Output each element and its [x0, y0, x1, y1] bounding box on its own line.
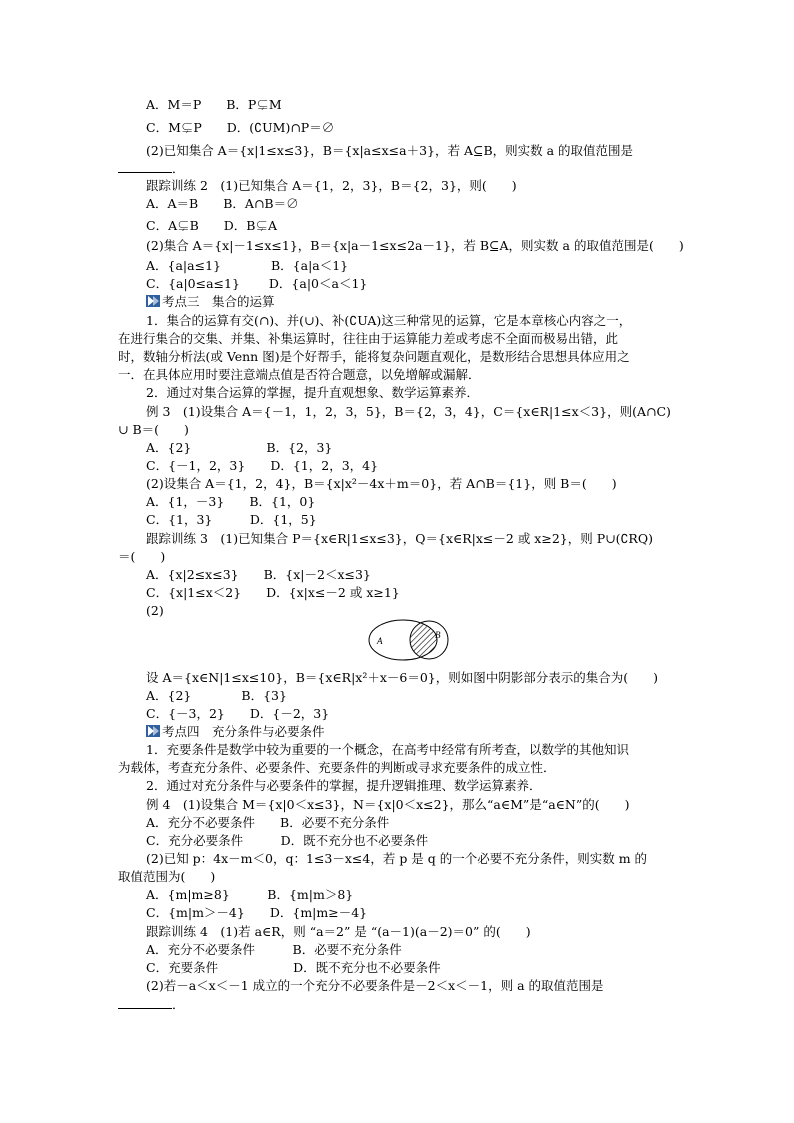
line-34: 为载体，考查充分条件、必要条件、充要条件的判断或寻求充要条件的成立性． [118, 760, 556, 775]
section-arrow-icon [146, 725, 160, 737]
line-38: C．充分必要条件 D．既不充分也不必要条件 [146, 833, 429, 848]
line-6: A．A＝B B．A∩B＝∅ [146, 196, 299, 211]
section-header-3: 考点三 集合的运算 [146, 294, 275, 310]
line-35: 2．通过对充分条件与必要条件的掌握，提升逻辑推理、数学运算素养． [146, 778, 542, 793]
line-44: A．充分不必要条件 B．必要不充分条件 [146, 942, 402, 957]
answer-blank [118, 160, 172, 173]
line-25: ＝( ) [118, 549, 166, 564]
line-27: C．{x|1≤x＜2} D．{x|x≤－2 或 x≥1} [146, 585, 400, 600]
line-12: 1．集合的运算有交(∩)、并(∪)、补(∁UA)这三种常见的运算，它是本章核心内容之一， [146, 313, 632, 328]
line-39: (2)已知 p：4x－m＜0，q：1≤3－x≤4，若 p 是 q 的一个必要不充分条件，则实数 m 的 [146, 851, 648, 866]
line-22: A．{1，－3} B．{1，0} [146, 494, 316, 509]
line-16: 2．通过对集合运算的掌握，提升直观想象、数学运算素养． [146, 385, 479, 400]
line-36: 例 4 (1)设集合 M＝{x|0＜x≤3}，N＝{x|0＜x≤2}，那么“a∈M”是“a∈N”的( ) [146, 797, 630, 812]
line-37: A．充分不必要条件 B．必要不充分条件 [146, 815, 390, 830]
line-30: A．{2} B．{3} [146, 688, 287, 703]
answer-blank [118, 996, 172, 1009]
line-14: 时，数轴分析法(或 Venn 图)是个好帮手，能将复杂问题直观化，是数形结合思想具体应用之 [118, 349, 630, 364]
line-18: ∪ B＝( ) [118, 422, 189, 437]
section-arrow-icon [146, 295, 160, 307]
line-43: 跟踪训练 4 (1)若 a∈R，则 “a＝2” 是 “(a－1)(a－2)＝0” 的( ) [146, 924, 531, 939]
line-40: 取值范围为( ) [118, 869, 216, 884]
line-8: (2)集合 A＝{x|－1≤x≤1}，B＝{x|a－1≤x≤2a－1}，若 B⊆A，则实数 a 的取值范围是( ) [146, 238, 684, 253]
line-42: C．{m|m＞－4} D．{m|m≥－4} [146, 905, 368, 920]
line-31: C．{－3，2} D．{－2，3} [146, 706, 330, 721]
venn-diagram [367, 618, 459, 662]
set-a-label: A [377, 636, 383, 646]
line-5: 跟踪训练 2 (1)已知集合 A＝{1，2，3}，B＝{2，3}，则( ) [146, 178, 517, 193]
line-26: A．{x|2≤x≤3} B．{x|－2＜x≤3} [146, 567, 371, 582]
line-1: A．M＝P B．P⊊M [146, 97, 282, 112]
line-4-blank: ． [118, 160, 185, 177]
line-13: 在进行集合的交集、并集、补集运算时，往往由于运算能力差或考虑不全面而极易出错，此 [118, 331, 619, 346]
line-9: A．{a|a≤1} B．{a|a＜1} [146, 258, 349, 273]
line-21: (2)设集合 A＝{1，2，4}，B＝{x|x²－4x＋m＝0}，若 A∩B＝{1}，则 B＝( ) [146, 476, 617, 491]
section-header-4: 考点四 充分条件与必要条件 [146, 724, 325, 740]
line-17: 例 3 (1)设集合 A＝{－1，1，2，3，5}，B＝{2，3，4}，C＝{x∈R|1≤x＜3}，则(A∩C) [146, 404, 671, 419]
line-10: C．{a|0≤a≤1} D．{a|0＜a＜1} [146, 276, 368, 291]
line-33: 1．充要条件是数学中较为重要的一个概念，在高考中经常有所考查，以数学的其他知识 [146, 742, 629, 757]
line-2: C．M⊊P D．(∁UM)∩P＝∅ [146, 120, 335, 135]
line-19: A．{2} B．{2，3} [146, 440, 333, 455]
line-23: C．{1，3} D．{1，5} [146, 512, 317, 527]
line-15: 一．在具体应用时要注意端点值是否符合题意，以免增解或漏解． [118, 367, 481, 382]
line-45: C．充要条件 D．既不充分也不必要条件 [146, 960, 441, 975]
line-29: 设 A＝{x∈N|1≤x≤10}，B＝{x∈R|x²＋x－6＝0}，则如图中阴影部分表示的集合为( ) [146, 670, 659, 685]
set-b-label: B [435, 630, 441, 640]
line-3: (2)已知集合 A＝{x|1≤x≤3}，B＝{x|a≤x≤a＋3}，若 A⊆B，则实数 a 的取值范围是 [146, 143, 634, 158]
line-41: A．{m|m≥8} B．{m|m＞8} [146, 887, 354, 902]
line-28: (2) [146, 603, 164, 618]
line-20: C．{－1，2，3} D．{1，2，3，4} [146, 458, 379, 473]
line-24: 跟踪训练 3 (1)已知集合 P＝{x∈R|1≤x≤3}，Q＝{x∈R|x≤－2 或 x≥2}，则 P∪(∁RQ) [146, 531, 653, 546]
line-47-blank: ． [118, 996, 185, 1013]
line-7: C．A⊊B D．B⊊A [146, 218, 278, 233]
line-46: (2)若－a＜x＜－1 成立的一个充分不必要条件是－2＜x＜－1，则 a 的取值范围是 [146, 978, 604, 993]
